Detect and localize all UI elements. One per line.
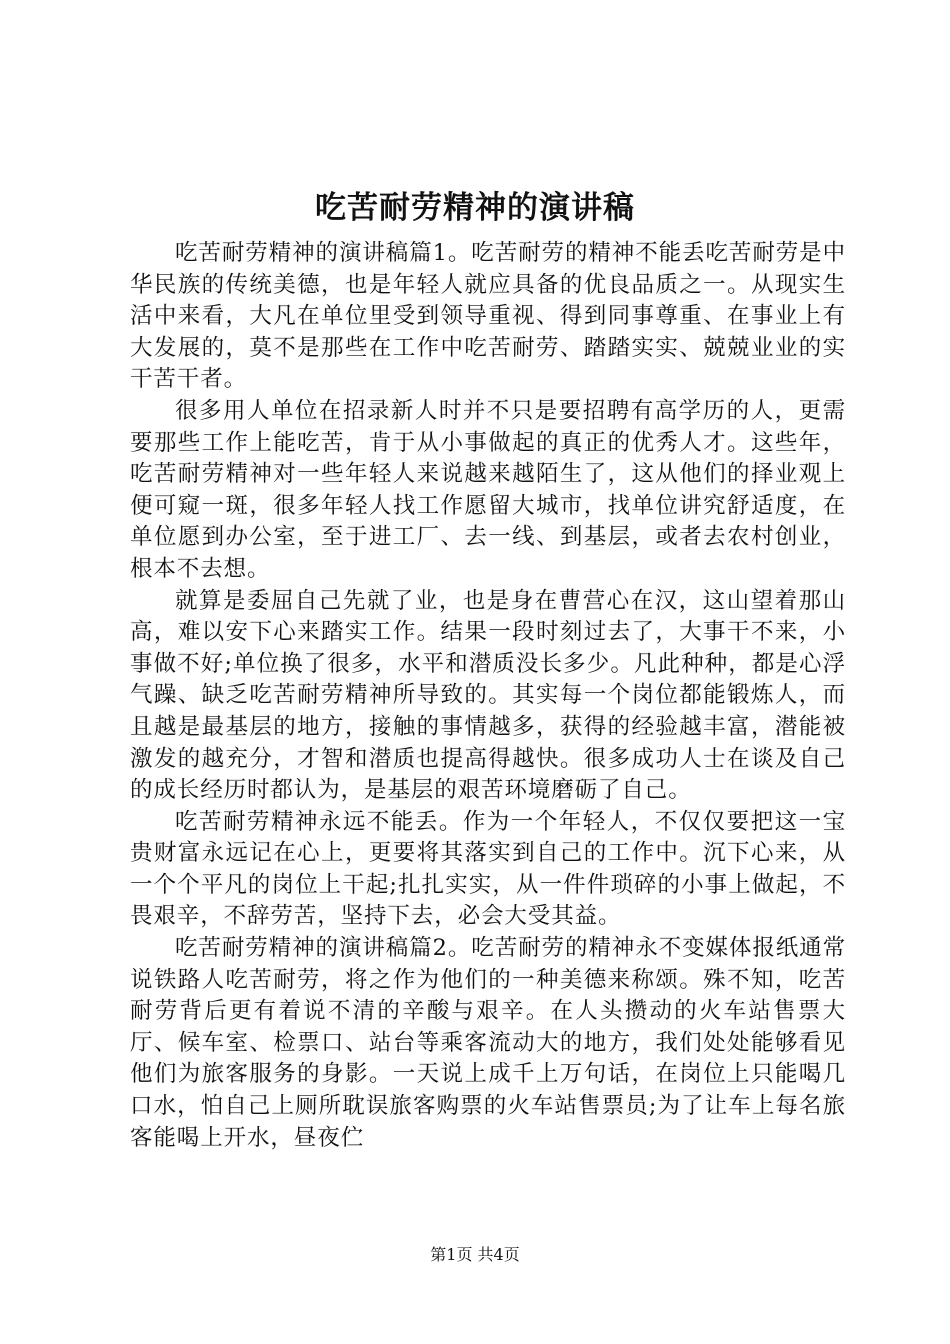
paragraph-3: 就算是委屈自己先就了业，也是身在曹营心在汉，这山望着那山高，难以安下心来踏实工作。结果一段时刻过去了，大事干不来，小事做不好;单位换了很多，水平和潜质没长多少。凡此种种，都是心浮气躁、缺乏吃苦耐劳精神所导致的。其实每一个岗位都能锻炼人，而且越是最基层的地方，接触的事情越多，获得的经验越丰富，潜能被激发的越充分，才智和潜质也提高得越快。很多成功人士在谈及自己的成长经历时都认为，是基层的艰苦环境磨砺了自己。	[130, 587, 846, 804]
paragraph-1: 吃苦耐劳精神的演讲稿篇1。吃苦耐劳的精神不能丢吃苦耐劳是中华民族的传统美德，也是年轻人就应具备的优良品质之一。从现实生活中来看，大凡在单位里受到领导重视、得到同事尊重、在事业上有大发展的，莫不是那些在工作中吃苦耐劳、踏踏实实、兢兢业业的实干苦干者。	[130, 240, 846, 393]
paragraph-4: 吃苦耐劳精神永远不能丢。作为一个年轻人，不仅仅要把这一宝贵财富永远记在心上，更要将其落实到自己的工作中。沉下心来，从一个个平凡的岗位上干起;扎扎实实，从一件件琐碎的小事上做起，不畏艰辛，不辞劳苦，坚持下去，必会大受其益。	[130, 808, 846, 930]
document-body	[130, 238, 846, 1154]
page-footer	[0, 1244, 950, 1266]
paragraph-2: 很多用人单位在招录新人时并不只是要招聘有高学历的人，更需要那些工作上能吃苦，肯于从小事做起的真正的优秀人才。这些年，吃苦耐劳精神对一些年轻人来说越来越陌生了，这从他们的择业观上便可窥一斑，很多年轻人找工作愿留大城市，找单位讲究舒适度，在单位愿到办公室，至于进工厂、去一线、到基层，或者去农村创业，根本不去想。	[130, 397, 846, 582]
page-number: 第1页 共4页	[430, 1245, 520, 1264]
document-title: 吃苦耐劳精神的演讲稿	[315, 190, 635, 226]
paragraph-5: 吃苦耐劳精神的演讲稿篇2。吃苦耐劳的精神永不变媒体报纸通常说铁路人吃苦耐劳，将之作为他们的一种美德来称颂。殊不知，吃苦耐劳背后更有着说不清的辛酸与艰辛。在人头攒动的火车站售票大厅、候车室、检票口、站台等乘客流动大的地方，我们处处能够看见他们为旅客服务的身影。一天说上成千上万句话，在岗位上只能喝几口水，怕自己上厕所耽误旅客购票的火车站售票员;为了让车上每名旅客能喝上开水，昼夜伫	[130, 935, 846, 1151]
